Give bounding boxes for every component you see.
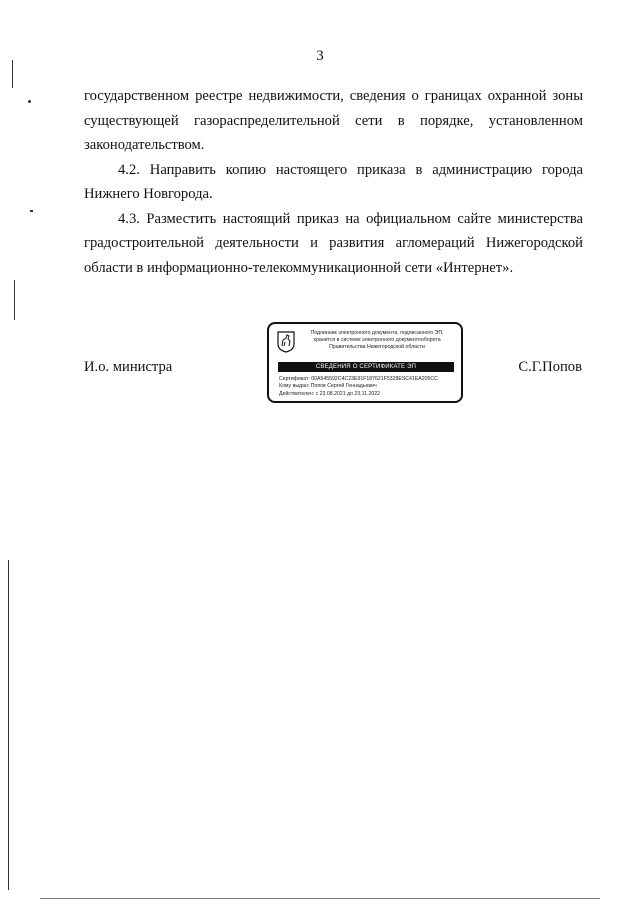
validity-label: Действителен: [279,390,315,397]
issued-to-row [279,383,438,390]
paragraph-line: Нижнего Новгорода. [84,186,213,202]
certificate-value: 00A545592C4C23E91F187621F5328ESC41EA205CC [311,376,438,382]
paragraph-line: градостроительной деятельности и развития агломераций Нижегородской [84,235,583,251]
issued-to-label: Кому выдан: [279,383,310,390]
issued-to-value: Попов Сергей Геннадьевич [310,383,377,390]
document-body [84,84,583,280]
scan-artifact [28,100,31,103]
page-number: 3 [316,48,324,64]
paragraph-line: законодательством. [84,137,205,153]
certificate-label: Сертификат: [279,376,310,382]
paragraph-line: области в информационно-телекоммуникационной сети «Интернет». [84,259,514,276]
signatory-name: С.Г.Попов [518,359,582,375]
paragraph-line: государственном реестре недвижимости, сведения о границах охранной зоны [84,88,583,104]
validity-row [279,391,438,398]
validity-value: с 23.08.2021 до 23.11.2022 [315,390,380,397]
coat-of-arms-icon [277,331,295,353]
scan-artifact [30,210,33,212]
paragraph-line: 4.3. Разместить настоящий приказ на официальном сайте министерства [118,210,583,227]
paragraph-line: 4.2. Направить копию настоящего приказа в администрацию города [118,161,583,178]
paragraph-line: существующей газораспределительной сети в порядке, установленном [84,112,583,129]
certificate-details [279,376,438,398]
signatory-position: И.о. министра [84,359,173,375]
stamp-header-line: Правительства Нижегородской области [329,343,425,350]
scan-artifact [14,280,15,320]
scan-artifact [12,60,13,88]
scan-artifact [8,560,9,890]
stamp-header-line: Подлинник электронного документа, подписанного ЭП, [310,330,444,336]
electronic-signature-stamp [267,322,463,403]
stamp-header [299,330,455,350]
certificate-info-title: СВЕДЕНИЯ О СЕРТИФИКАТЕ ЭП [278,362,454,372]
scan-artifact [40,898,600,899]
stamp-header-line: хранится в системе электронного документооборота [313,336,441,343]
